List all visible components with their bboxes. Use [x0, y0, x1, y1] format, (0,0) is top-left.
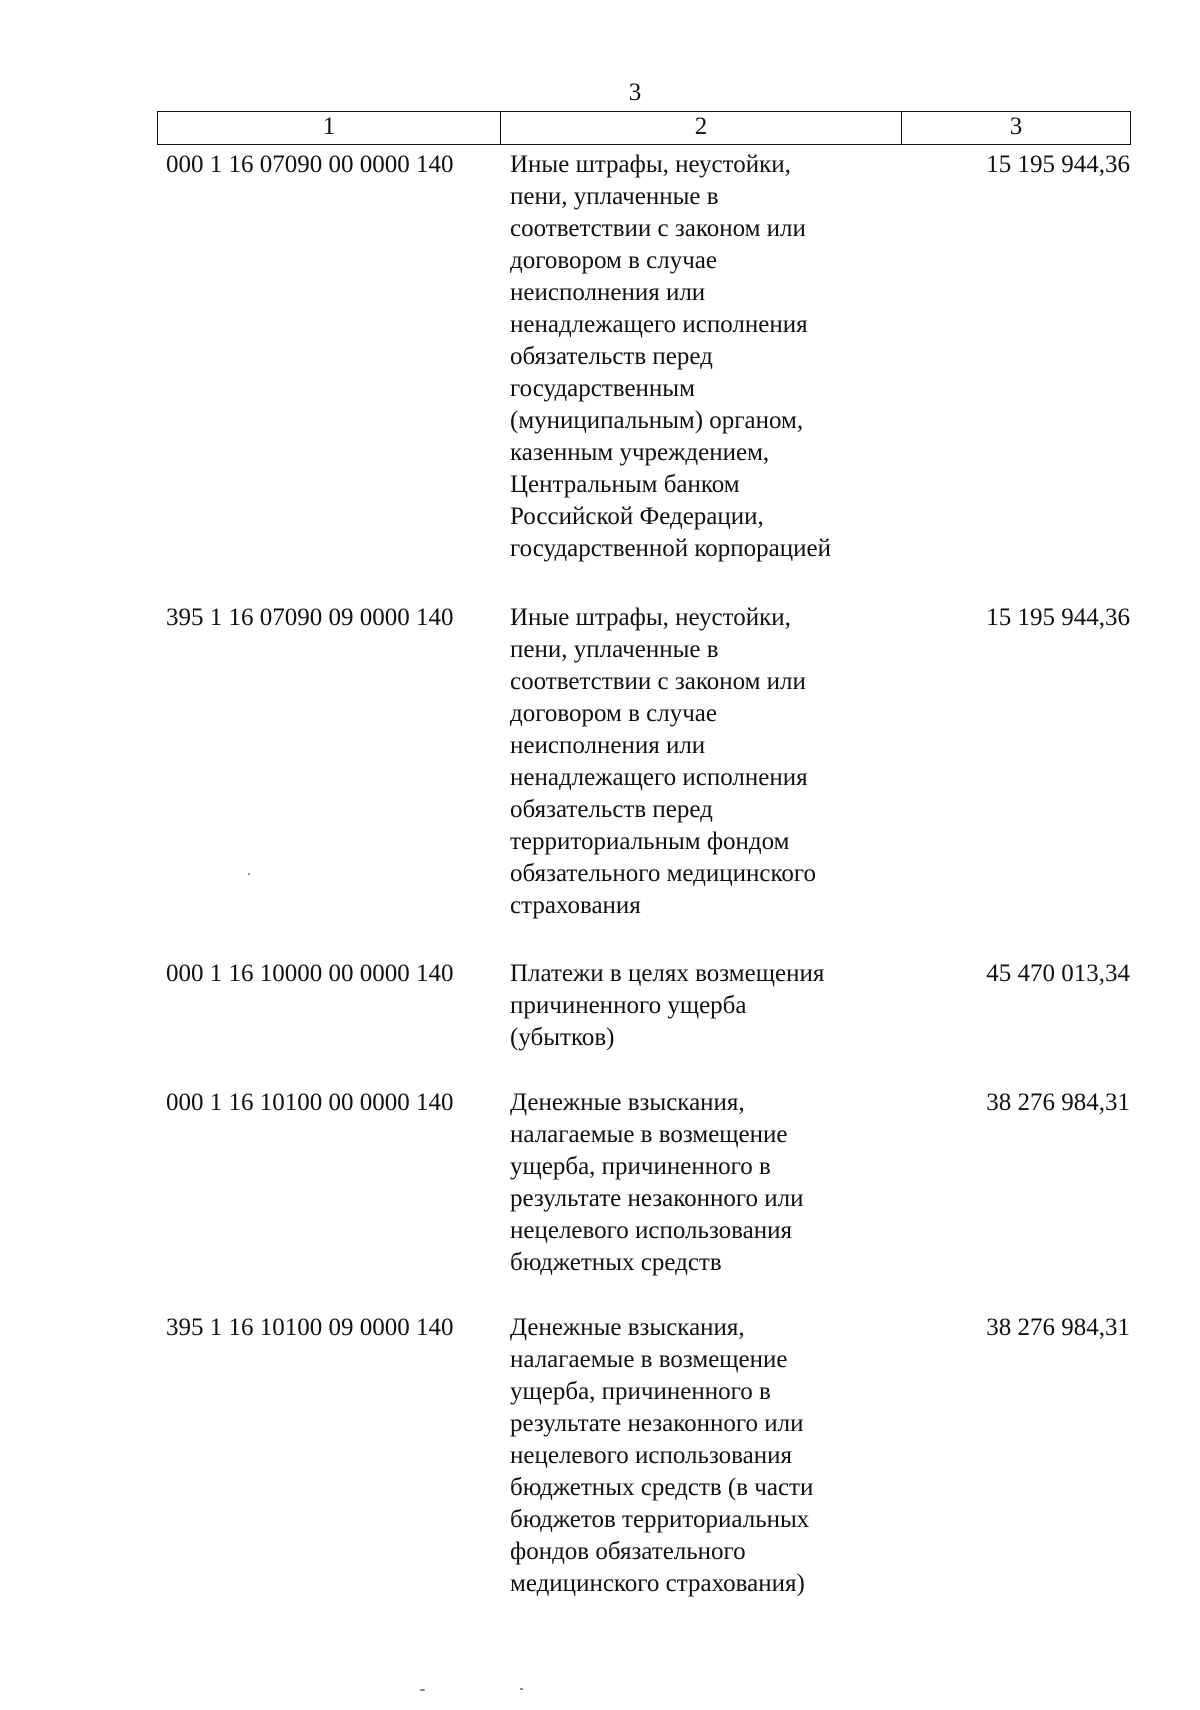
description-line: (муниципальным) органом, — [510, 407, 804, 434]
budget-code: 000 1 16 10100 00 0000 140 — [166, 1089, 454, 1116]
description-line: Иные штрафы, неустойки, — [510, 604, 791, 631]
description-line: нецелевого использования — [510, 1442, 792, 1469]
amount: 15 195 944,36 — [986, 604, 1130, 631]
description-line: Российской Федерации, — [510, 503, 764, 530]
amount: 45 470 013,34 — [986, 960, 1130, 987]
description-line: ненадлежащего исполнения — [510, 764, 808, 791]
income-description — [510, 149, 910, 565]
table-header — [157, 111, 1131, 145]
scan-speck — [420, 1689, 425, 1691]
description-line: обязательного медицинского — [510, 860, 817, 887]
description-line: обязательств перед — [510, 343, 713, 370]
description-line: ущерба, причиненного в — [510, 1153, 771, 1180]
description-line: договором в случае — [510, 700, 717, 727]
budget-code: 395 1 16 07090 09 0000 140 — [166, 604, 454, 631]
description-line: (убытков) — [510, 1024, 615, 1051]
description-line: казенным учреждением, — [510, 439, 770, 466]
amount: 38 276 984,31 — [986, 1089, 1130, 1116]
header-col-1: 1 — [158, 112, 501, 144]
page-number: 3 — [628, 79, 642, 106]
description-line: соответствии с законом или — [510, 215, 806, 242]
income-description — [510, 958, 910, 1054]
description-line: нецелевого использования — [510, 1217, 792, 1244]
description-line: неисполнения или — [510, 279, 706, 306]
description-line: бюджетных средств (в части — [510, 1474, 814, 1501]
description-line: Иные штрафы, неустойки, — [510, 151, 791, 178]
income-description — [510, 602, 910, 922]
description-line: Денежные взыскания, — [510, 1089, 745, 1116]
income-description — [510, 1087, 910, 1279]
description-line: медицинского страхования) — [510, 1570, 805, 1597]
description-line: государственной корпорацией — [510, 535, 832, 562]
income-description — [510, 1312, 910, 1600]
description-line: бюджетов территориальных — [510, 1506, 810, 1533]
description-line: бюджетных средств — [510, 1249, 722, 1276]
budget-code: 000 1 16 10000 00 0000 140 — [166, 960, 454, 987]
description-line: соответствии с законом или — [510, 668, 806, 695]
budget-code: 395 1 16 10100 09 0000 140 — [166, 1314, 454, 1341]
description-line: ненадлежащего исполнения — [510, 311, 808, 338]
description-line: территориальным фондом — [510, 828, 790, 855]
amount: 38 276 984,31 — [986, 1314, 1130, 1341]
header-col-3: 3 — [1009, 113, 1023, 140]
scan-speck — [520, 1688, 523, 1690]
description-line: причиненного ущерба — [510, 992, 747, 1019]
amount: 15 195 944,36 — [986, 151, 1130, 178]
description-line: пени, уплаченные в — [510, 636, 719, 663]
description-line: Денежные взыскания, — [510, 1314, 745, 1341]
description-line: налагаемые в возмещение — [510, 1121, 788, 1148]
description-line: пени, уплаченные в — [510, 183, 719, 210]
description-line: фондов обязательного — [510, 1538, 746, 1565]
header-col-2: 2 — [501, 112, 902, 144]
description-line: налагаемые в возмещение — [510, 1346, 788, 1373]
description-line: договором в случае — [510, 247, 717, 274]
description-line: Центральным банком — [510, 471, 740, 498]
description-line: Платежи в целях возмещения — [510, 960, 825, 987]
description-line: неисполнения или — [510, 732, 706, 759]
scan-speck — [248, 873, 250, 875]
budget-code: 000 1 16 07090 00 0000 140 — [166, 151, 454, 178]
description-line: ущерба, причиненного в — [510, 1378, 771, 1405]
description-line: обязательств перед — [510, 796, 713, 823]
description-line: страхования — [510, 892, 641, 919]
description-line: результате незаконного или — [510, 1410, 804, 1437]
description-line: государственным — [510, 375, 695, 402]
description-line: результате незаконного или — [510, 1185, 804, 1212]
